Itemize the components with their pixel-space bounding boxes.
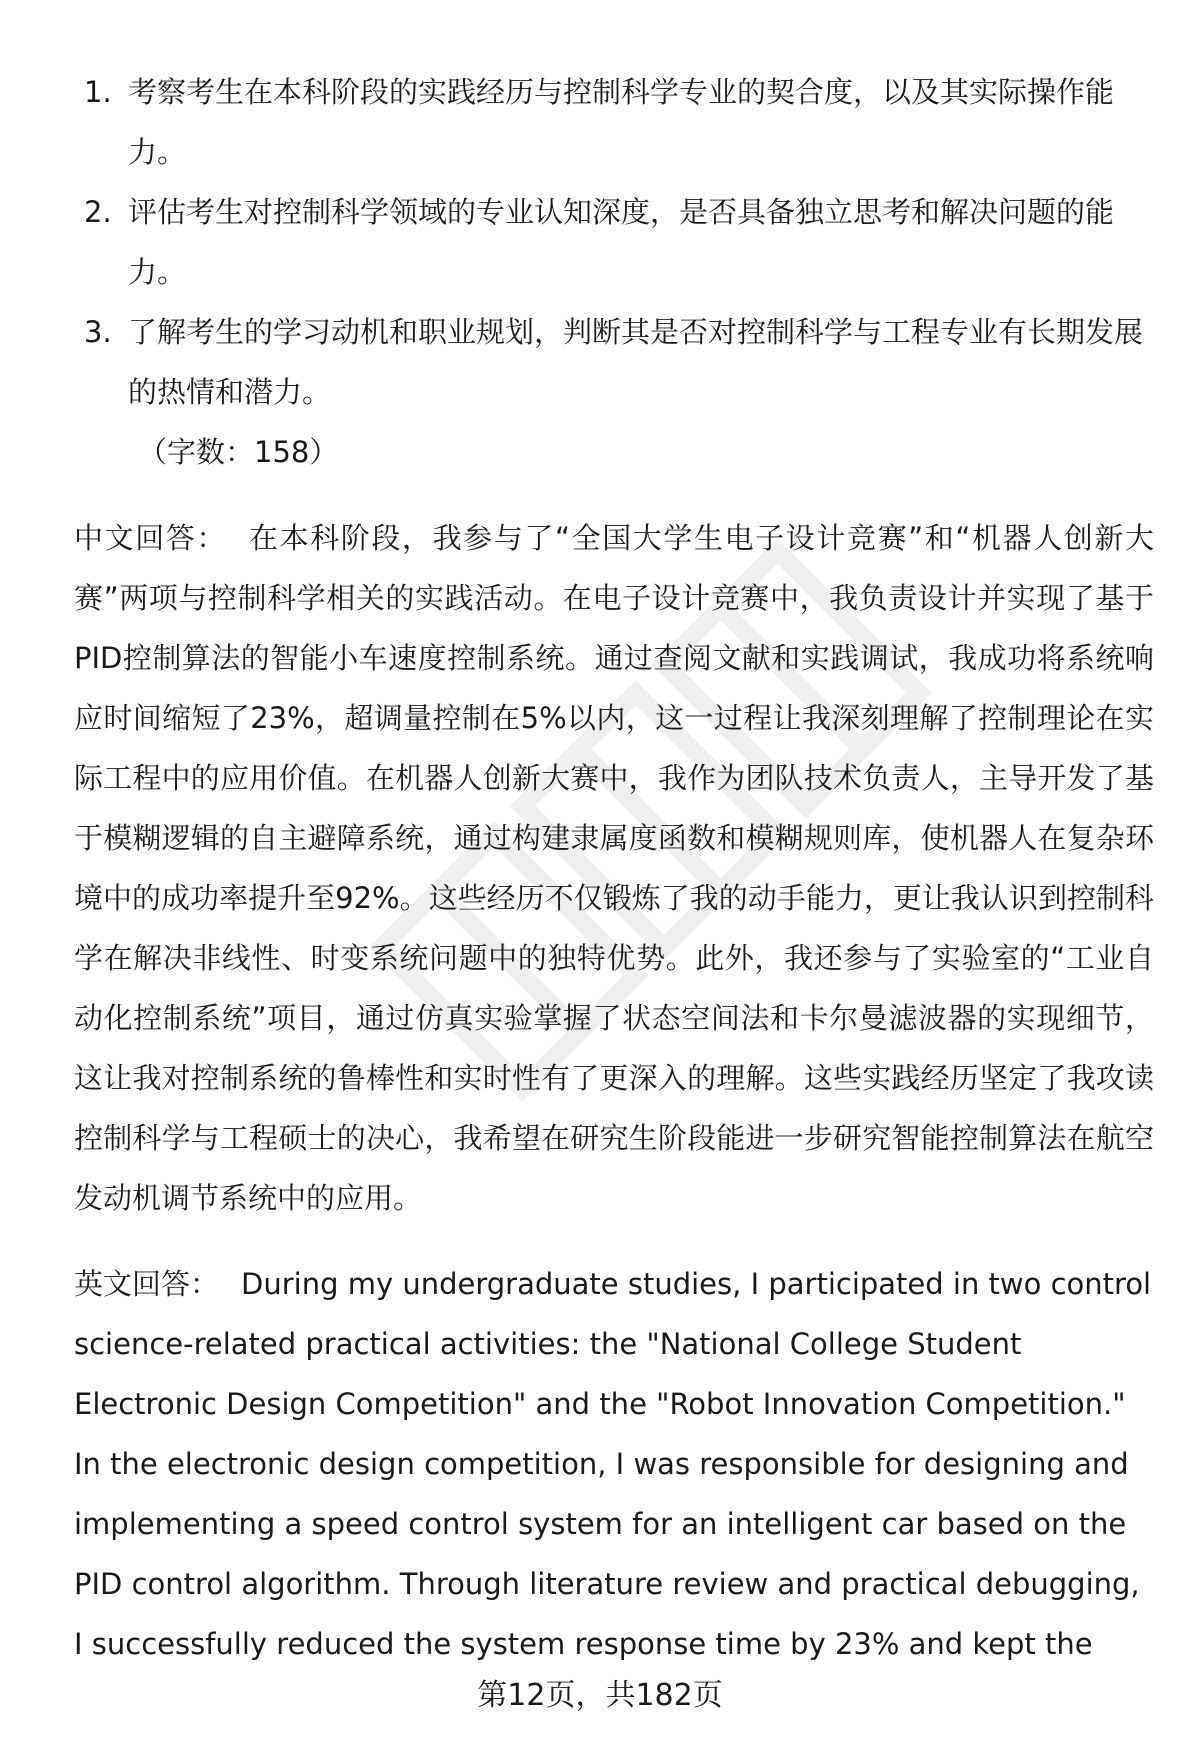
word-count: （字数：158） xyxy=(138,435,339,469)
list-item-text: 考察考生在本科阶段的实践经历与控制科学专业的契合度，以及其实际操作能力。 xyxy=(128,75,1115,169)
list-item-number: 1. xyxy=(84,75,112,109)
chinese-answer xyxy=(74,508,1154,1228)
chinese-answer-label: 中文回答： xyxy=(74,521,227,555)
document-page xyxy=(74,62,1154,1700)
chinese-answer-text: 在本科阶段，我参与了“全国大学生电子设计竞赛”和“机器人创新大赛”两项与控制科学相关的实践活动。在电子设计竞赛中，我负责设计并实现了基于PID控制算法的智能小车速度控制系统。通过查阅文献和实践调试，我成功将系统响应时间缩短了23%，超调量控制在5%以内，这一过程让我深刻理解了控制理论在实际工程中的应用价值。在机器人创新大赛中，我作为团队技术负责人，主导开发了基于模糊逻辑的自主避障系统，通过构建隶属度函数和模糊规则库，使机器人在复杂环境中的成功率提升至92%。这些经历不仅锻炼了我的动手能力，更让我认识到控制科学在解决非线性、时变系统问题中的独特优势。此外，我还参与了实验室的“工业自动化控制系统”项目，通过仿真实验掌握了状态空间法和卡尔曼滤波器的实现细节，这让我对控制系统的鲁棒性和实时性有了更深入的理解。这些实践经历坚定了我攻读控制科学与工程硕士的决心，我希望在研究生阶段能进一步研究智能控制算法在航空发动机调节系统中的应用。 xyxy=(74,521,1154,1215)
english-answer-label: 英文回答： xyxy=(74,1267,220,1301)
english-answer-text: During my undergraduate studies, I participated in two control science-related practical activities: the "National College Student Electronic Design Competition" and the "Robot Innovation Competition." In the electronic design competition, I was responsible for designing and implementing a speed control system for an intelligent car based on the PID control algorithm. Through literature review and practical debugging, I successfully reduced the system response time by 23% and kept the xyxy=(74,1267,1152,1661)
list-item-number: 2. xyxy=(84,195,112,229)
list-item xyxy=(74,182,1154,302)
english-answer xyxy=(74,1254,1154,1674)
list-item-text: 了解考生的学习动机和职业规划，判断其是否对控制科学与工程专业有长期发展的热情和潜力。 xyxy=(128,315,1144,409)
list-item-text: 评估考生对控制科学领域的专业认知深度，是否具备独立思考和解决问题的能力。 xyxy=(128,195,1115,289)
list-item-number: 3. xyxy=(84,315,112,349)
criteria-list xyxy=(74,62,1154,422)
page-number-footer: 第12页，共182页 xyxy=(477,1678,723,1713)
list-item xyxy=(74,302,1154,422)
list-item xyxy=(74,62,1154,182)
